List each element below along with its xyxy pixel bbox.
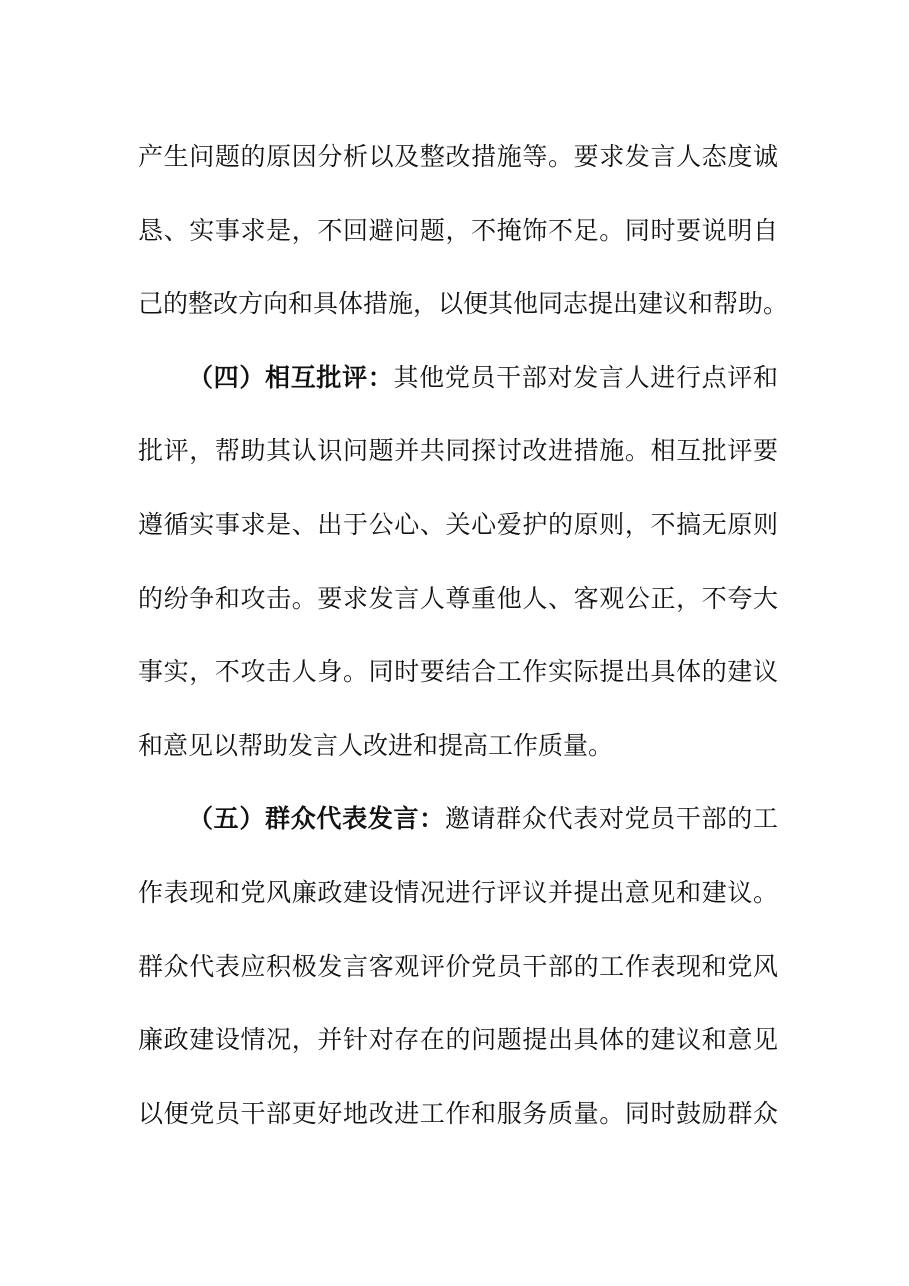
text-line: 的纷争和攻击。要求发言人尊重他人、客观公正，不夸大 [138,583,778,613]
text-line: 群众代表应积极发言客观评价党员干部的工作表现和党风 [138,951,778,981]
text-line: 作表现和党风廉政建设情况进行评议并提出意见和建议。 [138,877,778,907]
paragraph-public-representatives [138,782,778,1150]
text-line-first [138,341,778,415]
document-body [138,120,789,1150]
text-line: 己的整改方向和具体措施，以便其他同志提出建议和帮助。 [138,289,789,319]
text-line: 恳、实事求是，不回避问题，不掩饰不足。同时要说明自 [138,215,778,245]
text-segment: 邀请群众代表对党员干部的工 [444,804,778,834]
text-line: 遵循实事求是、出于公心、关心爱护的原则，不搞无原则 [138,509,778,539]
text-line: 以便党员干部更好地改进工作和服务质量。同时鼓励群众 [138,1098,778,1128]
text-line: 事实，不攻击人身。同时要结合工作实际提出具体的建议 [138,657,778,687]
text-line: 和意见以帮助发言人改进和提高工作质量。 [138,730,614,760]
section-heading-mutual-criticism: （四）相互批评： [188,362,394,392]
section-heading-public-representatives: （五）群众代表发言： [188,804,445,834]
text-line: 批评，帮助其认识问题并共同探讨改进措施。相互批评要 [138,436,778,466]
text-line-first [138,782,778,856]
text-line: 廉政建设情况，并针对存在的问题提出具体的建议和意见 [138,1025,778,1055]
paragraph-self-analysis [138,120,789,341]
text-line: 产生问题的原因分析以及整改措施等。要求发言人态度诚 [138,142,778,171]
text-segment: 其他党员干部对发言人进行点评和 [393,362,778,392]
paragraph-mutual-criticism [138,341,778,783]
